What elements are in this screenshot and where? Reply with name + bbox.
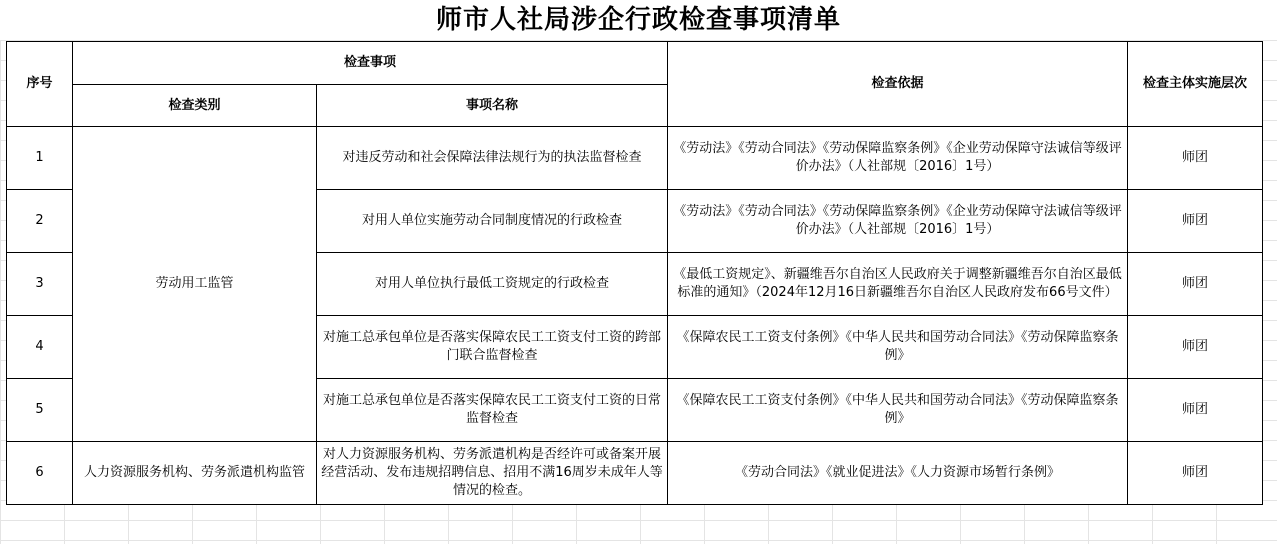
cell-basis[interactable]: 《劳动法》《劳动合同法》《劳动保障监察条例》《企业劳动保障守法诚信等级评价办法》（人社部规〔2016〕1号） — [668, 190, 1128, 253]
cell-level[interactable]: 师团 — [1128, 190, 1263, 253]
cell-seq[interactable]: 5 — [7, 379, 73, 442]
inspection-table — [6, 41, 1263, 505]
cell-level[interactable]: 师团 — [1128, 316, 1263, 379]
cell-basis[interactable]: 《劳动法》《劳动合同法》《劳动保障监察条例》《企业劳动保障守法诚信等级评价办法》（人社部规〔2016〕1号） — [668, 127, 1128, 190]
table-row — [7, 127, 1263, 190]
cell-level[interactable]: 师团 — [1128, 253, 1263, 316]
cell-item-name[interactable]: 对用人单位执行最低工资规定的行政检查 — [317, 253, 668, 316]
cell-item-name[interactable]: 对用人单位实施劳动合同制度情况的行政检查 — [317, 190, 668, 253]
cell-basis[interactable]: 《保障农民工工资支付条例》《中华人民共和国劳动合同法》《劳动保障监察条例》 — [668, 316, 1128, 379]
header-group[interactable]: 检查事项 — [73, 42, 668, 85]
cell-item-name[interactable]: 对违反劳动和社会保障法律法规行为的执法监督检查 — [317, 127, 668, 190]
cell-level[interactable]: 师团 — [1128, 379, 1263, 442]
header-item-name[interactable]: 事项名称 — [317, 85, 668, 127]
cell-category[interactable]: 劳动用工监管 — [73, 127, 317, 442]
cell-item-name[interactable]: 对施工总承包单位是否落实保障农民工工资支付工资的日常监督检查 — [317, 379, 668, 442]
cell-seq[interactable]: 3 — [7, 253, 73, 316]
cell-category[interactable]: 人力资源服务机构、劳务派遣机构监管 — [73, 442, 317, 505]
table-row — [7, 442, 1263, 505]
cell-level[interactable]: 师团 — [1128, 127, 1263, 190]
header-seq[interactable]: 序号 — [7, 42, 73, 127]
cell-item-name[interactable]: 对人力资源服务机构、劳务派遣机构是否经许可或备案开展经营活动、发布违规招聘信息、招用不满16周岁未成年人等情况的检查。 — [317, 442, 668, 505]
cell-level[interactable]: 师团 — [1128, 442, 1263, 505]
cell-item-name[interactable]: 对施工总承包单位是否落实保障农民工工资支付工资的跨部门联合监督检查 — [317, 316, 668, 379]
cell-seq[interactable]: 2 — [7, 190, 73, 253]
header-category[interactable]: 检查类别 — [73, 85, 317, 127]
cell-seq[interactable]: 6 — [7, 442, 73, 505]
cell-seq[interactable]: 4 — [7, 316, 73, 379]
header-basis[interactable]: 检查依据 — [668, 42, 1128, 127]
cell-basis[interactable]: 《最低工资规定》、新疆维吾尔自治区人民政府关于调整新疆维吾尔自治区最低标准的通知》（2024年12月16日新疆维吾尔自治区人民政府发布66号文件） — [668, 253, 1128, 316]
page-title: 师市人社局涉企行政检查事项清单 — [0, 0, 1277, 40]
header-level[interactable]: 检查主体实施层次 — [1128, 42, 1263, 127]
cell-basis[interactable]: 《劳动合同法》《就业促进法》《人力资源市场暂行条例》 — [668, 442, 1128, 505]
header-row-1 — [7, 42, 1263, 85]
cell-basis[interactable]: 《保障农民工工资支付条例》《中华人民共和国劳动合同法》《劳动保障监察条例》 — [668, 379, 1128, 442]
cell-seq[interactable]: 1 — [7, 127, 73, 190]
